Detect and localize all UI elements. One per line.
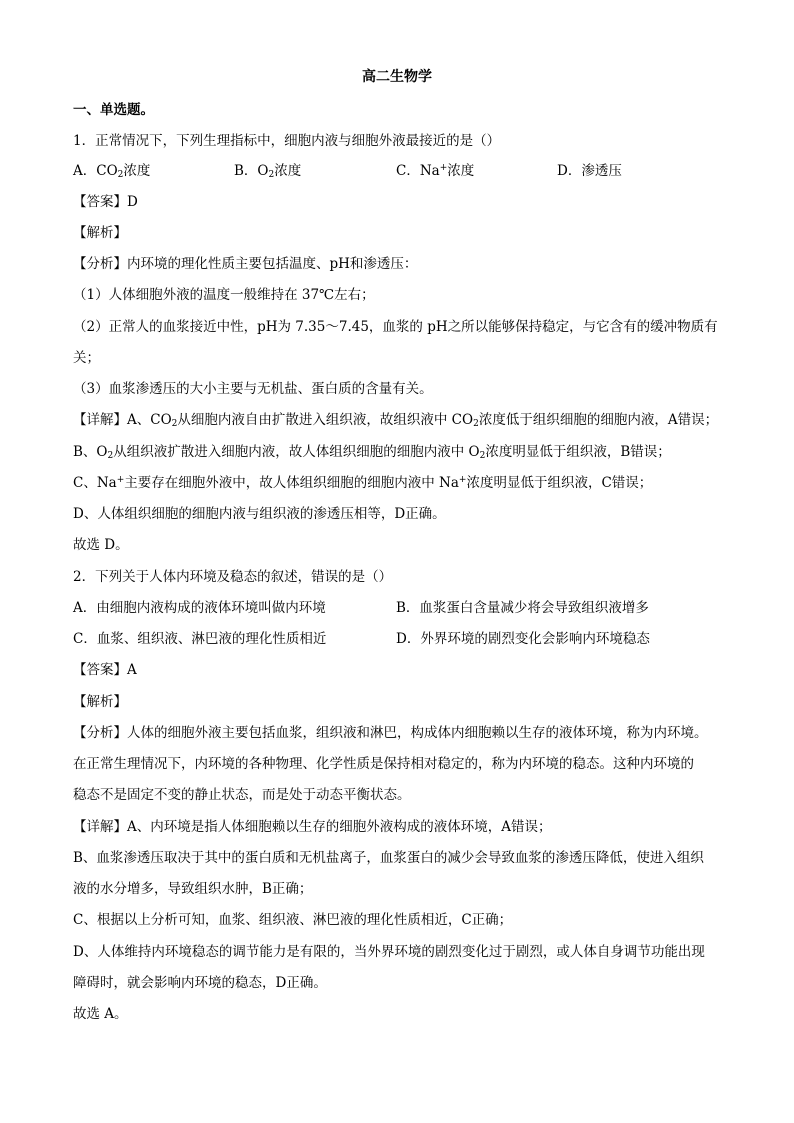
q2-detail-c: C、根据以上分析可知，血浆、组织液、淋巴液的理化性质相近，C正确； [73, 912, 513, 928]
q1-analysis-intro: 【分析】内环境的理化性质主要包括温度、pH和渗透压： [73, 256, 418, 272]
q1-analysis-heading: 【解析】 [73, 225, 127, 241]
q2-analysis-line-2: 在正常生理情况下，内环境的各种物理、化学性质是保持相对稳定的，称为内环境的稳态。这种内环境的 [73, 756, 694, 772]
q1-analysis-point-1: （1）人体细胞外液的温度一般维持在 37℃左右； [73, 287, 375, 303]
q1-answer: 【答案】D [73, 194, 138, 210]
q2-stem: 2．下列关于人体内环境及稳态的叙述，错误的是（） [73, 569, 393, 585]
q2-option-b: B．血浆蛋白含量减少将会导致组织液增多 [396, 600, 649, 616]
q2-detail-a: 【详解】A、内环境是指人体细胞赖以生存的细胞外液构成的液体环境，A错误； [73, 819, 552, 835]
q2-analysis-line-1: 【分析】人体的细胞外液主要包括血浆，组织液和淋巴，构成体内细胞赖以生存的液体环境，称为内环境。 [73, 725, 708, 741]
q2-option-c: C．血浆、组织液、淋巴液的理化性质相近 [73, 631, 327, 647]
q1-analysis-point-3: （3）血浆渗透压的大小主要与无机盐、蛋白质的含量有关。 [73, 381, 433, 397]
q1-analysis-point-2-cont: 关； [73, 350, 100, 366]
q2-analysis-heading: 【解析】 [73, 694, 127, 710]
q2-analysis-line-3: 稳态不是固定不变的静止状态，而是处于动态平衡状态。 [73, 787, 411, 803]
q2-detail-b: B、血浆渗透压取决于其中的蛋白质和无机盐离子，血浆蛋白的减少会导致血浆的渗透压降低，使进入组织 [73, 850, 704, 866]
q1-option-b: B．$O_2$浓度 [234, 163, 302, 180]
page-title: 高二生物学 [362, 69, 432, 85]
q2-option-a: A．由细胞内液构成的液体环境叫做内环境 [73, 600, 326, 616]
q2-detail-b-cont: 液的水分增多，导致组织水肿，B正确； [73, 881, 313, 897]
q1-detail-c: C、Na+主要存在细胞外液中，故人体组织细胞的细胞内液中 Na+浓度明显低于组织液，C错误； [73, 475, 653, 491]
q2-detail-d: D、人体维持内环境稳态的调节能力是有限的，当外界环境的剧烈变化过于剧烈，或人体自身调节功能出现 [73, 944, 705, 960]
q1-option-a: A．$CO_2$浓度 [73, 163, 151, 180]
q1-detail-a: 【详解】A、$CO_2$从细胞内液自由扩散进入组织液，故组织液中 $CO_2$浓度低于组织细胞的细胞内液，A错误； [73, 412, 719, 429]
q1-analysis-point-2: （2）正常人的血浆接近中性，pH为 7.35～7.45，血浆的 pH之所以能够保持稳定，与它含有的缓冲物质有 [73, 319, 718, 335]
q1-detail-b: B、$O_2$从组织液扩散进入细胞内液，故人体组织细胞的细胞内液中 $O_2$浓度明显低于组织液，B错误； [73, 444, 671, 461]
section-heading: 一、单选题。 [73, 102, 154, 118]
q1-option-c: C．Na+浓度 [396, 163, 475, 179]
q1-detail-d: D、人体组织细胞的细胞内液与组织液的渗透压相等，D正确。 [73, 506, 446, 522]
q2-detail-d-cont: 障碍时，就会影响内环境的稳态，D正确。 [73, 975, 327, 991]
q1-conclusion: 故选 D。 [73, 537, 129, 553]
q1-stem: 1．正常情况下，下列生理指标中，细胞内液与细胞外液最接近的是（） [73, 133, 501, 149]
q2-answer: 【答案】A [73, 662, 137, 678]
q2-option-d: D．外界环境的剧烈变化会影响内环境稳态 [396, 631, 650, 647]
q1-option-d: D．渗透压 [557, 163, 622, 179]
q2-conclusion: 故选 A。 [73, 1006, 128, 1022]
